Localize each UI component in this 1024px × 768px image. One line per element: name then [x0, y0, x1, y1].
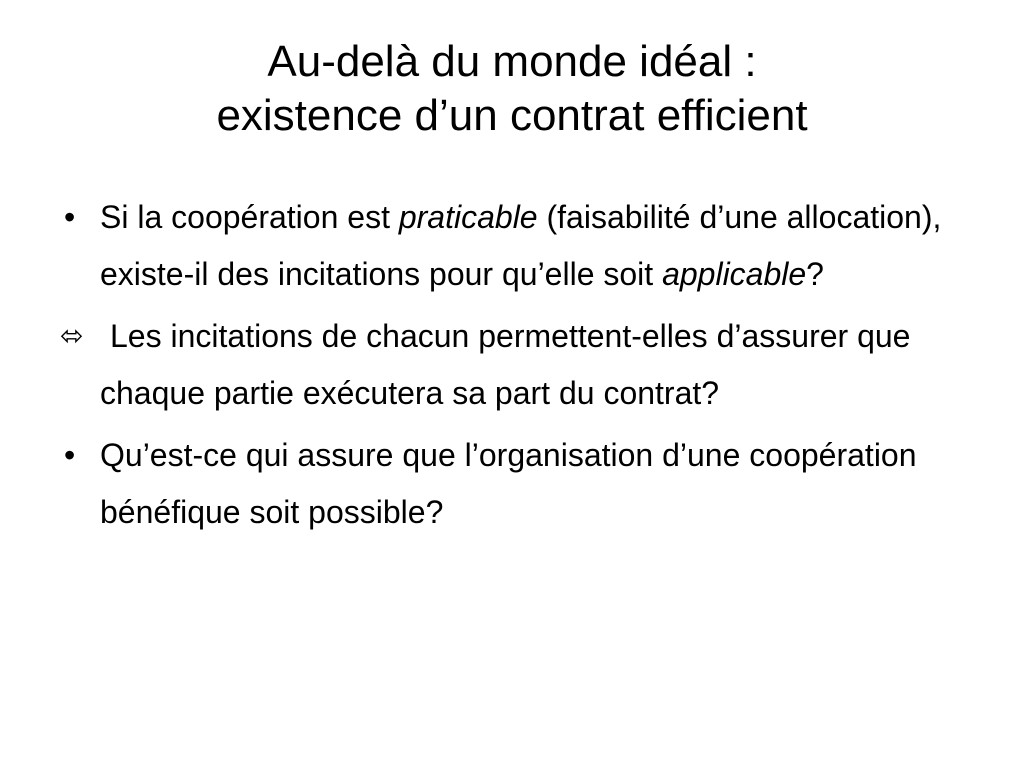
bullet-marker: •	[64, 437, 76, 473]
bullet-item-organisation	[60, 427, 980, 540]
slide-title-line-1: Au-delà du monde idéal :	[267, 37, 757, 86]
bullet-list	[60, 189, 980, 546]
bullet-emphasis-praticable: praticable	[398, 199, 538, 235]
bullet-text: Qu’est-ce qui assure que l’organisation d’une coopération bénéfique soit possible?	[100, 437, 917, 530]
bullet-emphasis-applicable: applicable	[662, 255, 807, 292]
bullet-item-incitations	[60, 308, 980, 421]
bullet-marker: •	[64, 199, 76, 235]
slide-title	[40, 35, 984, 143]
bullet-text-part: ?	[806, 255, 824, 292]
bullet-text: Les incitations de chacun permettent-elles d’assurer que chaque partie exécutera sa part du contrat?	[100, 318, 911, 411]
bullet-text-part: Si la coopération est	[100, 199, 399, 235]
bullet-item-cooperation	[60, 189, 980, 302]
bullet-text-part: (faisabilité d’une allocation), existe-il des incitations pour qu’elle soit	[100, 199, 942, 292]
double-arrow-icon: ⬄	[60, 319, 84, 352]
slide-title-line-2: existence d’un contrat efficient	[216, 91, 808, 140]
